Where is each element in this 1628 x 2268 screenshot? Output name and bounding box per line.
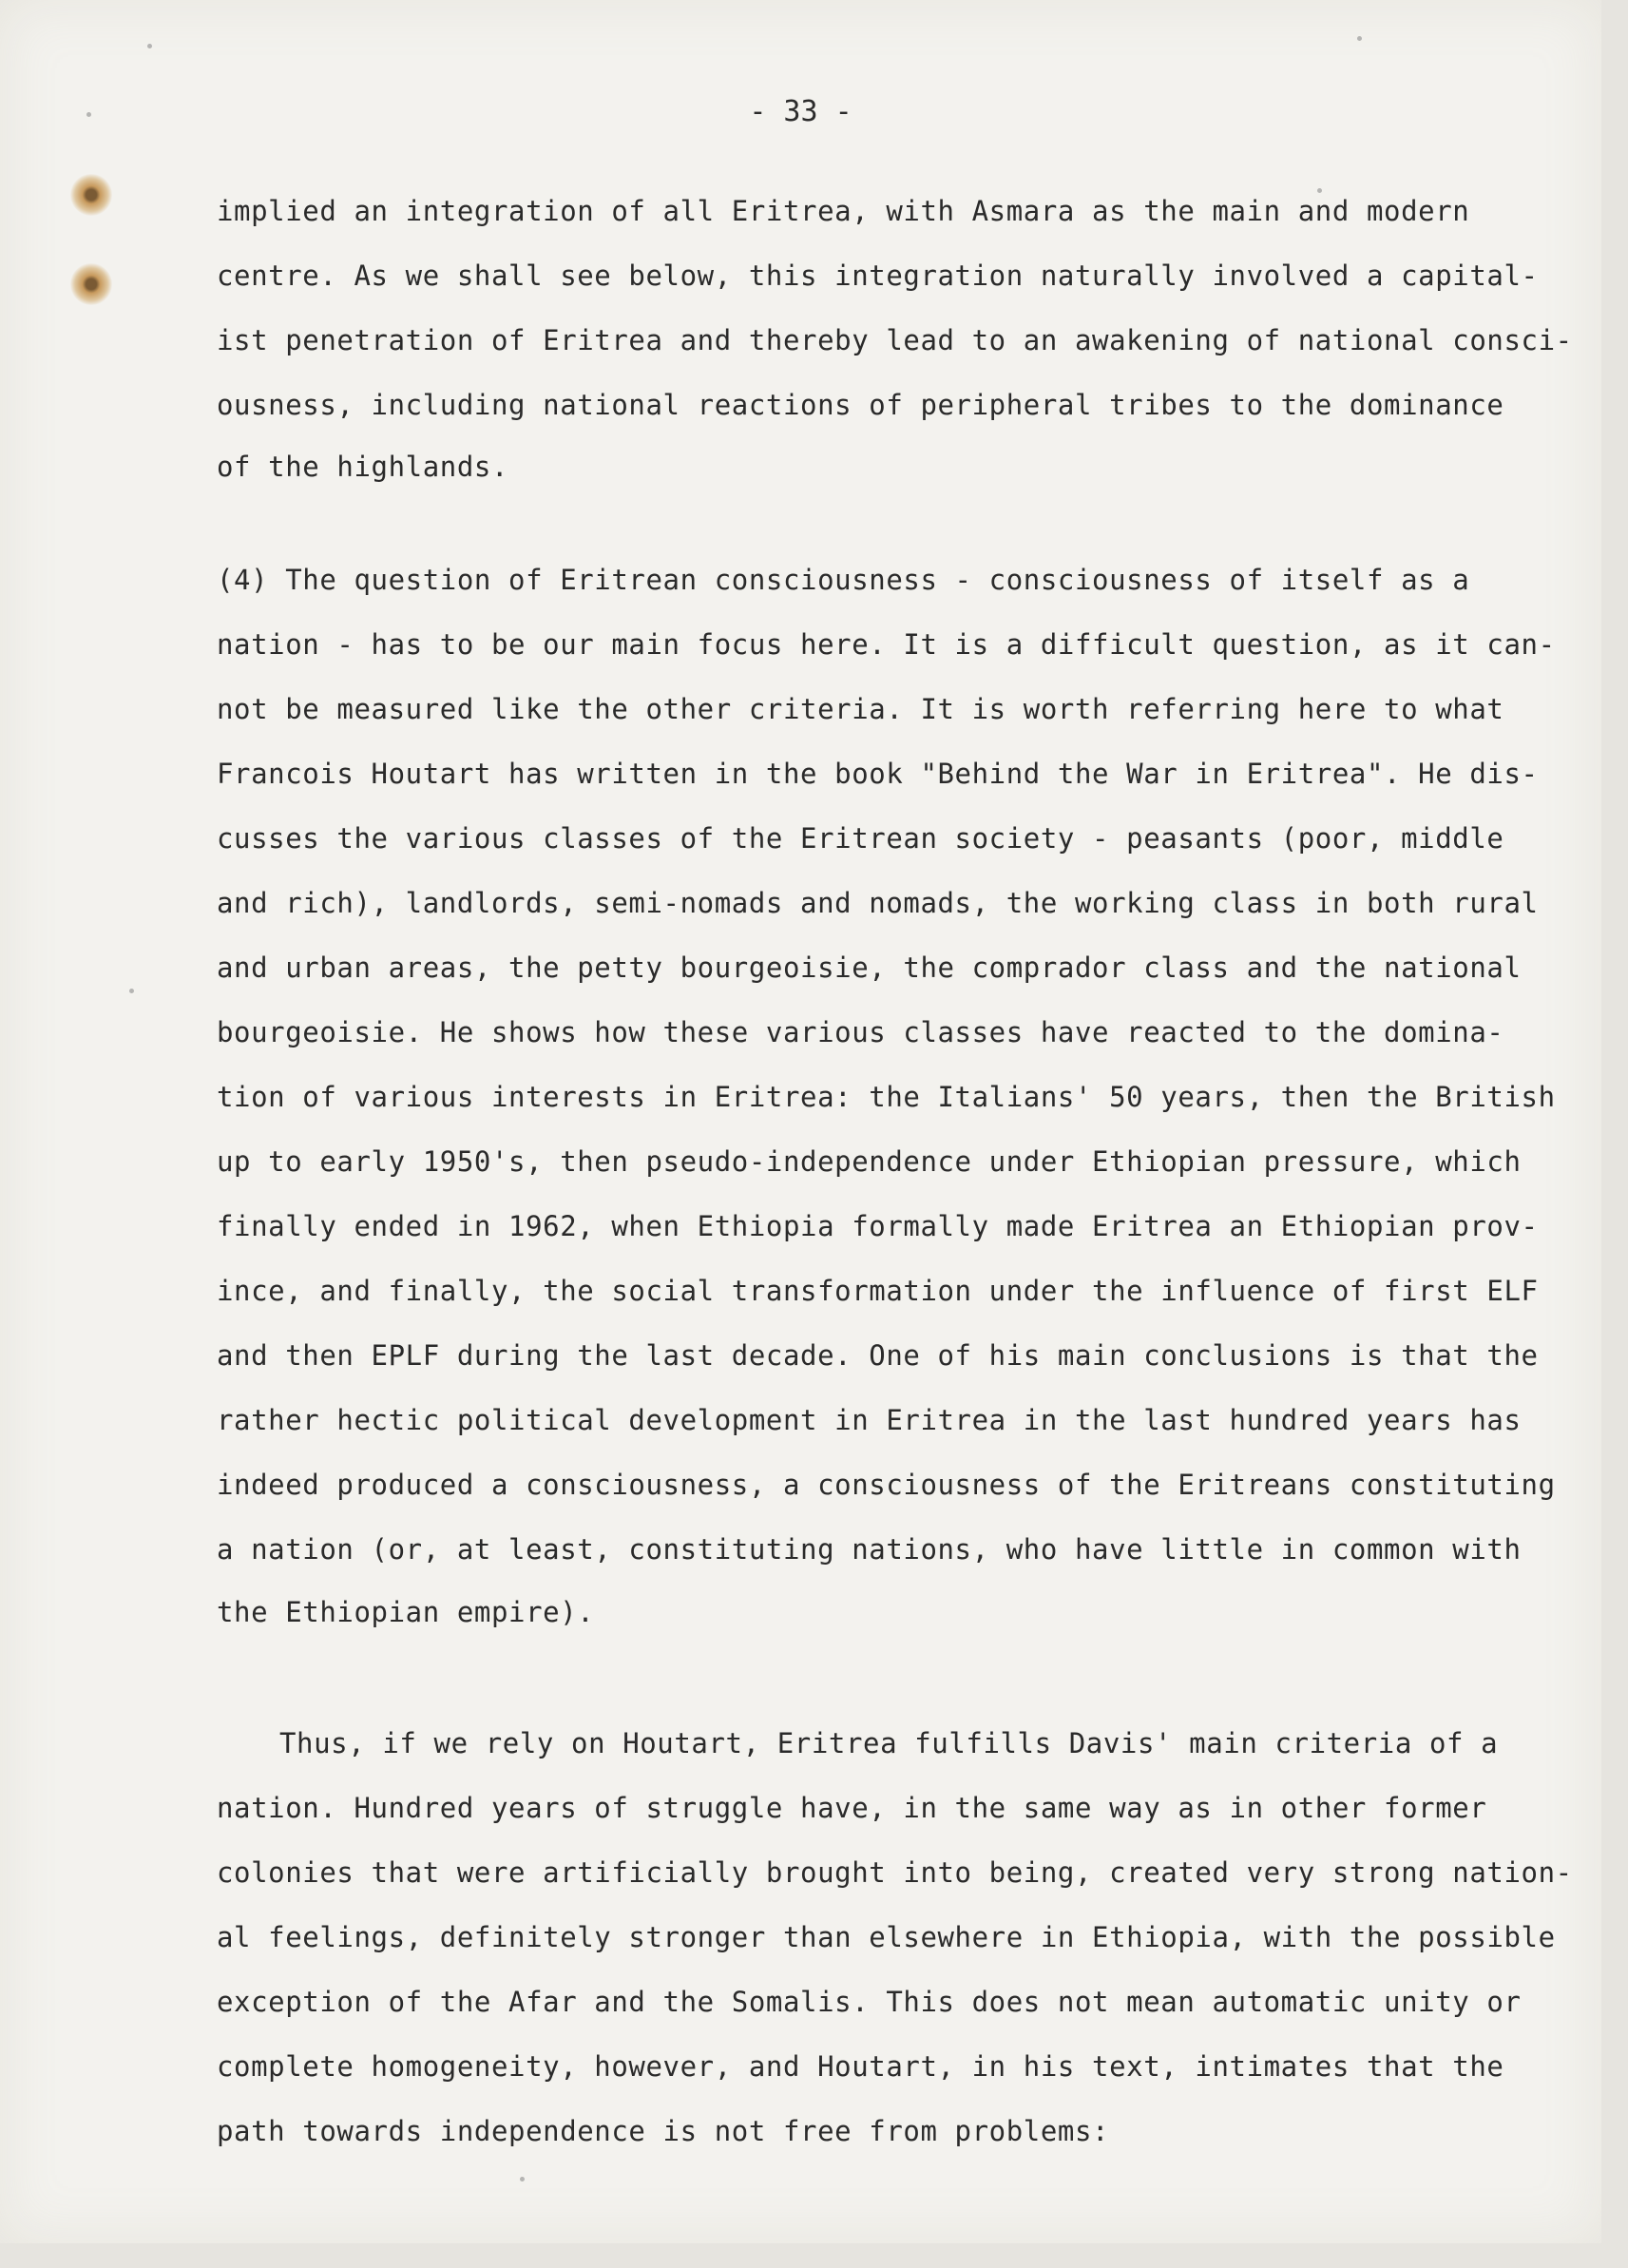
paper-speck bbox=[129, 989, 134, 993]
text-line: bourgeoisie. He shows how these various classes have reacted to the domina- bbox=[217, 1016, 1504, 1048]
paper-speck bbox=[147, 44, 152, 48]
text-line: exception of the Afar and the Somalis. This does not mean automatic unity or bbox=[217, 1986, 1522, 2018]
text-line: nation. Hundred years of struggle have, in the same way as in other former bbox=[217, 1792, 1487, 1824]
text-line: ince, and finally, the social transformation under the influence of first ELF bbox=[217, 1275, 1539, 1307]
text-line: (4) The question of Eritrean consciousness - consciousness of itself as a bbox=[217, 564, 1470, 596]
text-line: indeed produced a consciousness, a consciousness of the Eritreans constituting bbox=[217, 1469, 1556, 1501]
text-line: nation - has to be our main focus here. It is a difficult question, as it can- bbox=[217, 628, 1556, 661]
text-line: complete homogeneity, however, and Houtart, in his text, intimates that the bbox=[217, 2050, 1504, 2083]
text-line: ousness, including national reactions of peripheral tribes to the dominance bbox=[217, 389, 1504, 421]
text-line: centre. As we shall see below, this integration naturally involved a capital- bbox=[217, 259, 1539, 292]
text-line: and then EPLF during the last decade. One of his main conclusions is that the bbox=[217, 1339, 1539, 1372]
text-line: implied an integration of all Eritrea, with Asmara as the main and modern bbox=[217, 195, 1470, 227]
text-line: and rich), landlords, semi-nomads and nomads, the working class in both rural bbox=[217, 887, 1539, 919]
punch-hole-top bbox=[70, 174, 112, 216]
text-line: tion of various interests in Eritrea: the Italians' 50 years, then the British bbox=[217, 1081, 1556, 1113]
paper-speck bbox=[520, 2177, 525, 2182]
text-line: Francois Houtart has written in the book "Behind the War in Eritrea". He dis- bbox=[217, 758, 1539, 790]
text-line: the Ethiopian empire). bbox=[217, 1596, 595, 1628]
text-line: cusses the various classes of the Eritrean society - peasants (poor, middle bbox=[217, 822, 1504, 855]
text-line: up to early 1950's, then pseudo-independence under Ethiopian pressure, which bbox=[217, 1145, 1522, 1178]
punch-hole-bottom bbox=[70, 263, 112, 305]
text-line: and urban areas, the petty bourgeoisie, the comprador class and the national bbox=[217, 951, 1522, 984]
text-line: ist penetration of Eritrea and thereby lead to an awakening of national consci- bbox=[217, 324, 1573, 356]
text-line: al feelings, definitely stronger than elsewhere in Ethiopia, with the possible bbox=[217, 1921, 1556, 1953]
paper-speck bbox=[1317, 188, 1322, 193]
page-number: - 33 - bbox=[749, 95, 852, 128]
text-line: rather hectic political development in Eritrea in the last hundred years has bbox=[217, 1404, 1522, 1436]
text-line: a nation (or, at least, constituting nations, who have little in common with bbox=[217, 1533, 1522, 1566]
text-line: path towards independence is not free from problems: bbox=[217, 2115, 1110, 2147]
text-line: finally ended in 1962, when Ethiopia formally made Eritrea an Ethiopian prov- bbox=[217, 1210, 1539, 1242]
text-line: not be measured like the other criteria. It is worth referring here to what bbox=[217, 693, 1504, 725]
paper-speck bbox=[1357, 36, 1362, 41]
text-line: colonies that were artificially brought into being, created very strong nation- bbox=[217, 1856, 1573, 1889]
text-line: of the highlands. bbox=[217, 451, 509, 483]
text-line: Thus, if we rely on Houtart, Eritrea fulfills Davis' main criteria of a bbox=[279, 1727, 1499, 1759]
